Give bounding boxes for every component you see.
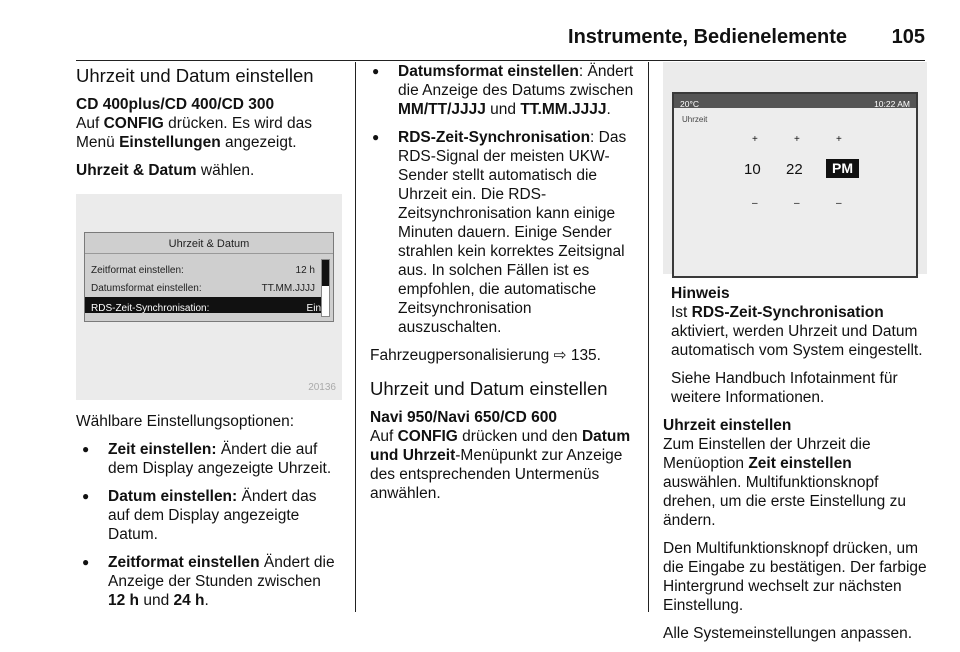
status-clock: 10:22 AM (874, 99, 910, 109)
middle-column (370, 62, 636, 512)
option-rds-sync: ● RDS-Zeit-Synchronisation: Das RDS-Signal der meisten UKW-Sender stellt automatisch die Uhrzeit ein. Die RDS-Zeitsynchronisation kann einige Minuten dauern. Einige Sender strahlen kein korrektes Zeitsignal aus. In solchen Fällen ist es empfohlen, die automatische Zeitsynchronisation auszuschalten. (370, 128, 636, 337)
minute-down-icon: – (794, 198, 800, 209)
option-time: ● Zeit einstellen: Ändert die auf dem Display angezeigte Uhrzeit. (80, 440, 342, 478)
set-time-para-3: Alle Systemeinstellungen anpassen. (663, 625, 913, 642)
hour-down-icon: – (752, 198, 758, 209)
vehicle-personalisation-ref: Fahrzeugpersonalisierung ⇨ 135. (370, 347, 601, 364)
hour-up-icon: + (752, 134, 758, 145)
column-divider-1 (355, 62, 356, 612)
section-title: Instrumente, Bedienelemente (568, 26, 847, 48)
screen-label: Uhrzeit (682, 115, 708, 124)
middle-para-config: Auf CONFIG drücken und den Datum und Uhrzeit-Menüpunkt zur Anzeige des entsprechenden Untermenüs anwählen. (370, 428, 631, 502)
option-date-format: ● Datumsformat einstellen: Ändert die Anzeige des Datums zwischen MM/TT/JJJJ und TT.MM.JJJJ. (370, 62, 636, 119)
figure-time-date (76, 194, 342, 400)
set-time-para-1: Zum Einstellen der Uhrzeit die Menüoption Zeit einstellen auswählen. Multifunktionsknopf drehen, um die erste Einstellung zu ändern. (663, 436, 906, 529)
clock-screen (672, 92, 918, 278)
options-list (76, 440, 342, 610)
format-list (370, 62, 636, 337)
temperature: 20°C (680, 99, 699, 109)
left-heading: Uhrzeit und Datum einstellen (76, 65, 314, 86)
middle-heading: Uhrzeit und Datum einstellen (370, 378, 608, 399)
figure-number: 20136 (308, 382, 336, 393)
option-date: ● Datum einstellen: Ändert das auf dem Display angezeigte Datum. (80, 487, 342, 544)
status-bar (674, 94, 916, 108)
left-para-config: Auf CONFIG drücken. Es wird das Menü Einstellungen angezeigt. (76, 115, 313, 151)
screen-row-rds-selected: RDS-Zeit-Synchronisation: Ein (85, 297, 323, 313)
ampm-value: PM (826, 159, 859, 178)
left-model: CD 400plus/CD 400/CD 300 (76, 96, 275, 113)
note-text: Ist RDS-Zeit-Synchronisation aktiviert, werden Uhrzeit und Datum automatisch vom System eingestellt. (671, 304, 923, 359)
figure-clock-screen (663, 62, 927, 274)
page-number: 105 (891, 26, 925, 48)
options-intro: Wählbare Einstellungsoptionen: (76, 413, 294, 430)
minute-up-icon: + (794, 134, 800, 145)
middle-model: Navi 950/Navi 650/CD 600 (370, 409, 557, 426)
note-ref: Siehe Handbuch Infotainment für weitere Informationen. (671, 370, 898, 406)
hour-value: 10 (744, 161, 761, 178)
set-time-para-2: Den Multifunktionsknopf drücken, um die Eingabe zu bestätigen. Der farbige Hintergrund wechselt zur nächsten Einstellung. (663, 540, 927, 614)
option-time-format: ● Zeitformat einstellen Ändert die Anzeige der Stunden zwischen 12 h und 24 h. (80, 553, 342, 610)
scrollbar (321, 259, 330, 317)
left-column (76, 62, 342, 619)
screen-row-time-format: Zeitformat einstellen: 12 h (91, 265, 315, 276)
note-box (663, 284, 927, 407)
set-time-heading: Uhrzeit einstellen (663, 417, 792, 434)
note-title: Hinweis (671, 285, 730, 302)
right-column (663, 62, 927, 652)
minute-value: 22 (786, 161, 803, 178)
ampm-down-icon: – (836, 198, 842, 209)
header-rule (76, 60, 925, 61)
column-divider-2 (648, 62, 649, 612)
page-header (76, 18, 925, 52)
screen-row-date-format: Datumsformat einstellen: TT.MM.JJJJ (91, 283, 315, 294)
screen-title: Uhrzeit & Datum (168, 238, 250, 250)
settings-screen (84, 232, 334, 322)
left-para-select: Uhrzeit & Datum wählen. (76, 162, 255, 179)
ampm-up-icon: + (836, 134, 842, 145)
